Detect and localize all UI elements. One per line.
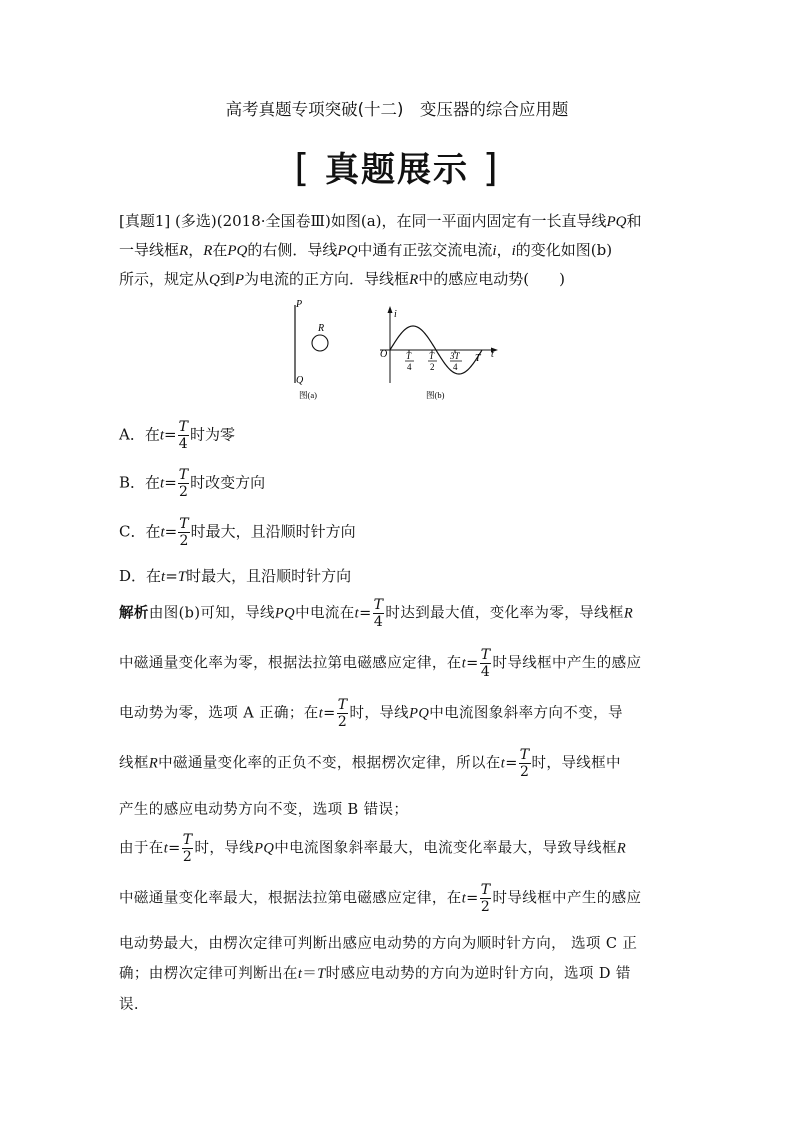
analysis-line-3: 电动势为零，选项 A 正确；在t= $\frac{T}{2}$ 时，导线PQ中电流图象斜率方向不变，导: [119, 697, 623, 730]
fraction: $\frac{T}{2}$: [179, 516, 189, 549]
option-a: A．在t= $\frac{T}{4}$ 时为零: [119, 419, 235, 452]
fraction: $\frac{T}{2}$: [182, 832, 193, 865]
analysis-line-2: 中磁通量变化率为零，根据法拉第电磁感应定律，在t= $\frac{T}{4}$ 时导线框中产生的感应: [119, 647, 642, 680]
origin-label: O: [380, 349, 388, 360]
fraction: $\frac{T}{2}$: [519, 747, 530, 780]
loop-r: [312, 335, 328, 351]
fraction: $\frac{T}{2}$: [480, 882, 491, 915]
figure-a: [295, 299, 328, 400]
caption-a: 图(a): [299, 390, 317, 400]
option-c: C．在t= $\frac{T}{2}$ 时最大，且沿顺时针方向: [119, 516, 356, 549]
tick3-den: 4: [453, 362, 458, 372]
i-axis-arrow: [388, 306, 393, 313]
period-label: T: [475, 353, 481, 364]
label-q: Q: [296, 375, 304, 386]
tick1-den: 4: [407, 362, 412, 372]
analysis-line-8: 电动势最大，由楞次定律可判断出感应电动势的方向为顺时针方向， 选项 C 正: [119, 936, 638, 952]
question-label: [真题1]: [119, 212, 171, 230]
option-d: D．在t=T时最大，且沿顺时针方向: [119, 567, 352, 585]
caption-b: 图(b): [426, 390, 445, 400]
fraction: $\frac{T}{2}$: [337, 697, 348, 730]
analysis-line-6: 由于在t= $\frac{T}{2}$ 时，导线PQ中电流图象斜率最大，电流变化率最大，导致导线框R: [119, 832, 627, 865]
fraction: $\frac{T}{4}$: [178, 419, 188, 452]
label-p: P: [296, 299, 303, 310]
i-axis-label: i: [394, 309, 397, 320]
banner-right-bracket: ]: [482, 146, 500, 190]
fraction: $\frac{T}{2}$: [178, 467, 189, 500]
analysis-line-4: 线框R中磁通量变化率的正负不变，根据楞次定律，所以在t= $\frac{T}{2}$ 时，导线框中: [119, 747, 621, 780]
analysis-label: 解析: [119, 604, 149, 622]
fraction: $\frac{T}{4}$: [373, 597, 384, 630]
tick2-num: T: [429, 351, 435, 361]
question-line-1: [真题1] (多选)(2018·全国卷Ⅲ)如图(a)，在同一平面内固定有一长直导线PQ和: [119, 212, 642, 230]
section-banner: [0, 142, 794, 191]
label-r: R: [318, 323, 325, 334]
figure-b: [380, 306, 498, 400]
figures: [270, 295, 520, 405]
page-title: 高考真题专项突破(十二) 变压器的综合应用题: [225, 100, 569, 119]
option-b: B．在t= $\frac{T}{2}$ 时改变方向: [119, 467, 266, 500]
banner-left-bracket: [: [294, 146, 312, 190]
analysis-line-5: 产生的感应电动势方向不变，选项 B 错误；: [119, 802, 409, 818]
question-line-2: 一导线框R，R在PQ的右侧．导线PQ中通有正弦交流电流i，i的变化如图(b): [119, 241, 613, 259]
banner-text: 真题展示: [325, 150, 469, 190]
t-axis-label: t: [491, 349, 494, 360]
tick3-num: 3T: [450, 351, 460, 361]
fraction: $\frac{T}{4}$: [480, 647, 491, 680]
analysis-line-10: 误.: [119, 997, 139, 1013]
analysis-line-1: 解析由图(b)可知，导线PQ中电流在t= $\frac{T}{4}$ 时达到最大值，变化率为零，导线框R: [119, 597, 634, 630]
tick1-num: T: [406, 351, 412, 361]
question-line-3: 所示，规定从Q到P为电流的正方向．导线框R中的感应电动势( ): [119, 270, 565, 288]
analysis-line-9: 确；由楞次定律可判断出在t＝T时感应电动势的方向为逆时针方向，选项 D 错: [119, 966, 631, 982]
tick2-den: 2: [430, 362, 435, 372]
analysis-line-7: 中磁通量变化率最大，根据法拉第电磁感应定律，在t= $\frac{T}{2}$ 时导线框中产生的感应: [119, 882, 642, 915]
